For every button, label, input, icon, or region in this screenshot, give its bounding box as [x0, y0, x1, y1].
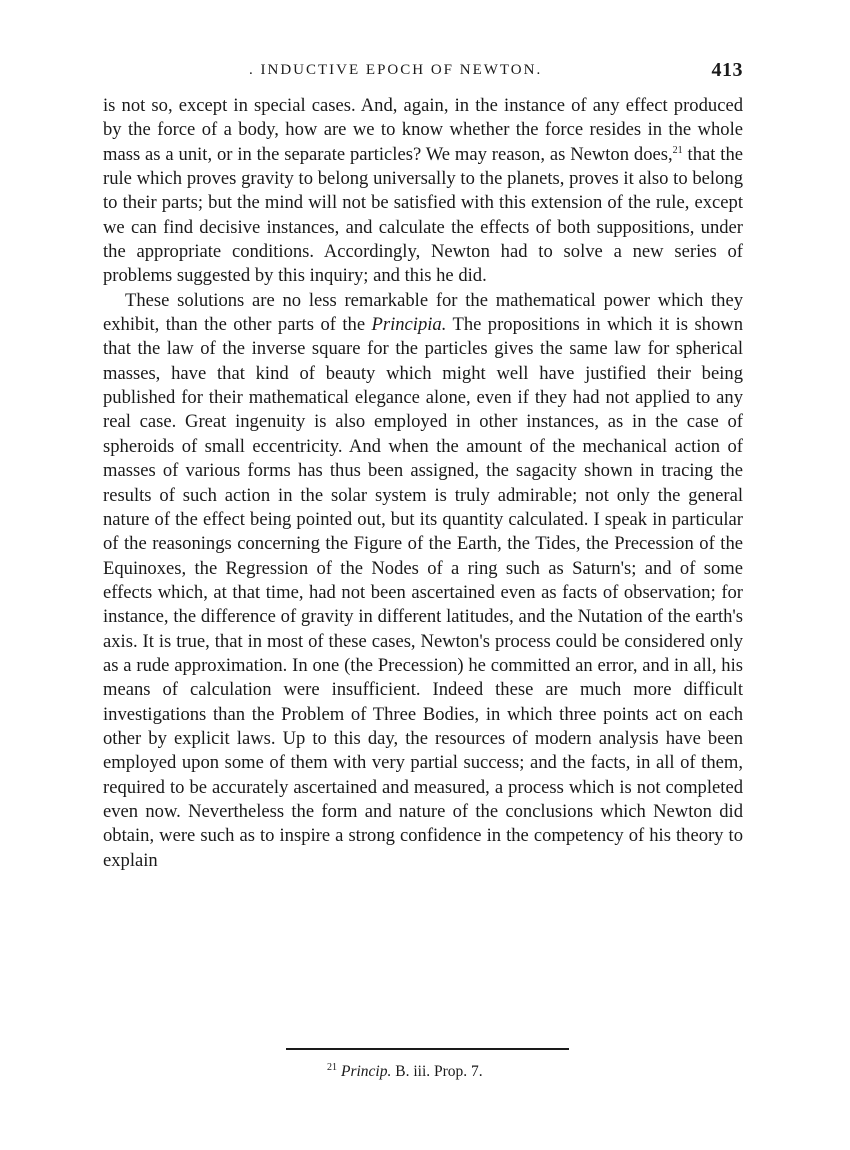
paragraph-2-text-a: These solutions are no less remarkable for the mathematical power which they exhibit, than the other parts of the	[103, 289, 743, 336]
body-text	[103, 94, 743, 873]
paragraph-2-text-b: The propositions in which it is shown that the law of the inverse square for the particles gives the same law for spherical masses, have that kind of beauty which might well have justified their being published for their mathematical elegance alone, even if they had not applied to any real case. Great ingenuity is also employed in other instances, as in the case of spheroids of small eccentricity. And when the amount of the mechanical action of masses of various forms has thus been assigned, the sagacity shown in tracing the results of such action in the solar system is truly admirable; not only the general nature of the effect being pointed out, but its quantity calculated. I speak in particular of the reasonings concerning the Figure of the Earth, the Tides, the Precession of the Equinoxes, the Regression of the Nodes of a ring such as Saturn's; and of some effects which, at that time, had not been ascertained even as facts of observation; for instance, the difference of gravity in different latitudes, and the Nutation of the earth's axis. It is true, that in most of these cases, Newton's process could be considered only as a rude approximation. In one (the Precession) he committed an error, and in all, his means of calculation were insufficient. Indeed these are much more difficult investigations than the Problem of Three Bodies, in which three points act on each other by explicit laws. Up to this day, the resources of modern analysis have been employed upon some of them with very partial success; and the facts, in all of them, required to be accurately ascertained and measured, a process which is not completed even now. Nevertheless the form and nature of the conclusions which Newton did obtain, were such as to inspire a strong confidence in the competency of his theory to explain	[103, 314, 743, 871]
paragraph-1	[103, 94, 743, 289]
paragraph-1-text-a: is not so, except in special cases. And, again, in the instance of any effect produced by the force of a body, how are we to know whether the force resides in the whole mass as a unit, or in the separate particles? We may reason, as Newton does,	[103, 95, 743, 165]
page-number: 413	[711, 59, 743, 81]
running-head: . INDUCTIVE EPOCH OF NEWTON.	[249, 62, 543, 78]
paragraph-2	[103, 289, 743, 873]
footnote-text: B. iii. Prop. 7.	[391, 1063, 483, 1080]
page-header	[103, 56, 743, 86]
paragraph-2-italic-title: Principia.	[371, 314, 447, 336]
footnote	[327, 1063, 483, 1081]
footnote-italic: Princip.	[341, 1063, 392, 1080]
footnote-reference: 21	[672, 144, 683, 156]
footnote-rule	[286, 1048, 569, 1050]
book-page	[103, 56, 743, 873]
footnote-number: 21	[327, 1061, 337, 1073]
paragraph-1-text-b: that the rule which proves gravity to belong universally to the planets, proves it also to belong to their parts; but the mind will not be satisfied with this extension of the rule, except we can find decisive instances, and calculate the effects of both suppositions, under the appropriate conditions. Accordingly, Newton had to solve a new series of problems suggested by this inquiry; and this he did.	[103, 143, 743, 287]
